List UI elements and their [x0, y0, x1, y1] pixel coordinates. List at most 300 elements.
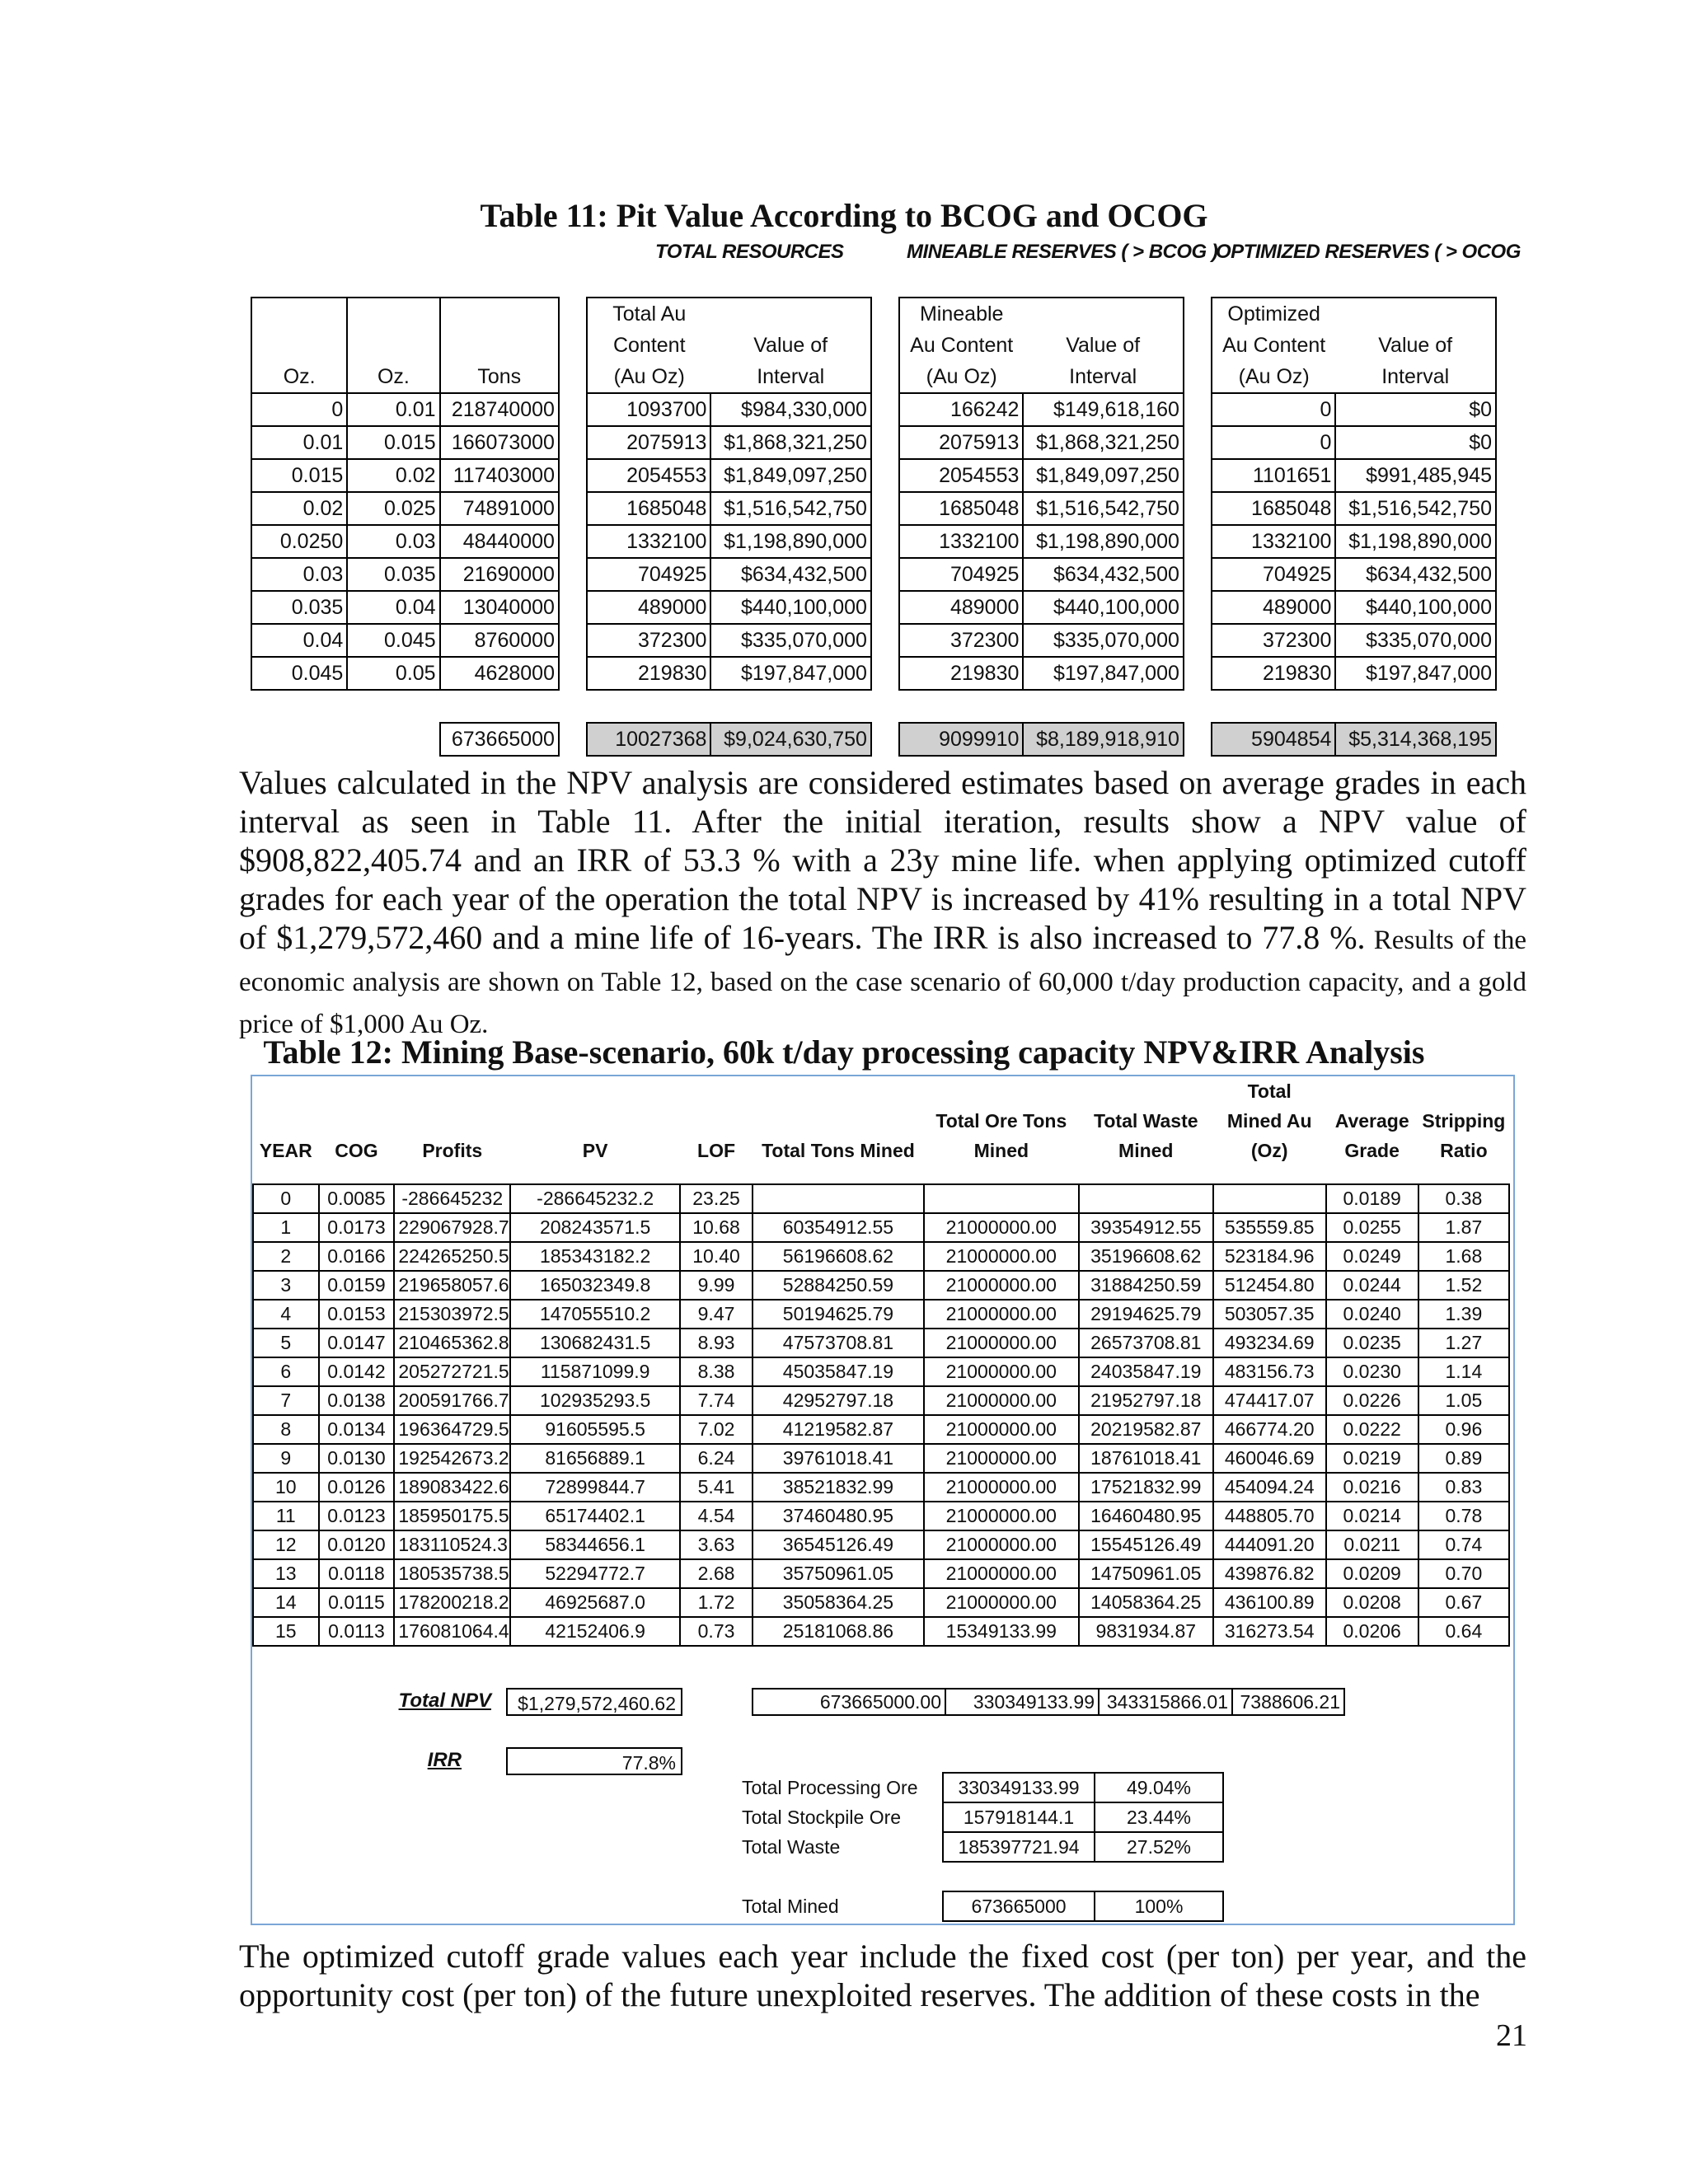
table-12-cell: 2.68 — [680, 1559, 753, 1588]
table-11-cell: 8760000 — [440, 624, 559, 657]
table-12-cell: 52294772.7 — [510, 1559, 680, 1588]
ore-summary-percent: 49.04% — [1095, 1773, 1223, 1802]
table-11-cell: $634,432,500 — [1335, 558, 1496, 591]
table-12-cell: 0.0240 — [1326, 1300, 1418, 1329]
column-gap — [871, 298, 899, 330]
table-11-cell: $197,847,000 — [710, 657, 871, 690]
table-11-cell: 219830 — [587, 657, 710, 690]
table-11-header-cell: Mineable — [899, 298, 1023, 330]
table-12-cell: 35750961.05 — [753, 1559, 924, 1588]
table-11-header-cell — [710, 298, 871, 330]
table-12-cell — [924, 1184, 1079, 1213]
table-12-cell: 493234.69 — [1213, 1329, 1326, 1357]
table-12-cell: 29194625.79 — [1079, 1300, 1213, 1329]
table-11-cell: 1685048 — [1212, 492, 1335, 525]
table-12-cell: 58344656.1 — [510, 1530, 680, 1559]
table-12-row — [253, 1329, 1509, 1357]
table-12-cell: 0.0085 — [319, 1184, 395, 1213]
paragraph-npv-summary — [239, 763, 1526, 1044]
table-11-cell: $634,432,500 — [1023, 558, 1184, 591]
table-12-cell: 0.78 — [1418, 1502, 1509, 1530]
table-11-total-cell: $9,024,630,750 — [710, 723, 871, 756]
table-11-cell: $440,100,000 — [710, 591, 871, 624]
table-12-cell: 42952797.18 — [753, 1386, 924, 1415]
table-11-cell: $984,330,000 — [710, 393, 871, 426]
table-12-header-cell: PV — [582, 1139, 608, 1161]
table-12-caption: Table 12: Mining Base-scenario, 60k t/day processing capacity NPV&IRR Analysis — [263, 1033, 1425, 1071]
table-12-header-cell — [510, 1076, 680, 1106]
table-11-header-row — [251, 361, 1496, 393]
table-12-cell: 0.0214 — [1326, 1502, 1418, 1530]
table-12-cell: 0.0115 — [319, 1588, 395, 1617]
column-gap — [559, 298, 587, 330]
table-12-cell: 1.05 — [1418, 1386, 1509, 1415]
table-12-cell: 0.0216 — [1326, 1473, 1418, 1502]
table-11-cell: $1,849,097,250 — [1023, 459, 1184, 492]
table-12-header-cell: Stripping — [1422, 1109, 1506, 1132]
table-12-header-cell — [319, 1076, 395, 1106]
table-12-cell: 5 — [253, 1329, 319, 1357]
column-gap — [1184, 426, 1212, 459]
column-gap — [1184, 657, 1212, 690]
table-11-cell: $197,847,000 — [1335, 657, 1496, 690]
column-gap — [559, 525, 587, 558]
table-12-row — [253, 1386, 1509, 1415]
column-gap — [1184, 298, 1212, 330]
table-11-header-cell: Au Content — [1212, 330, 1335, 361]
table-12-header-cell: (Oz) — [1250, 1139, 1288, 1161]
table-11-cell: 704925 — [899, 558, 1023, 591]
table-11-cell: $634,432,500 — [710, 558, 871, 591]
table-12-cell: 219658057.6 — [394, 1271, 510, 1300]
totals-ore-mined: 330349133.99 — [945, 1689, 1099, 1715]
column-gap — [1184, 558, 1212, 591]
table-11-cell: $335,070,000 — [710, 624, 871, 657]
table-12-row — [253, 1357, 1509, 1386]
table-12-header-row — [253, 1136, 1509, 1165]
table-12-cell: 42152406.9 — [510, 1617, 680, 1646]
table-12-cell: 21000000.00 — [924, 1329, 1079, 1357]
table-12-cell: 26573708.81 — [1079, 1329, 1213, 1357]
table-12-spacer-row — [253, 1165, 1509, 1184]
column-gap — [559, 558, 587, 591]
table-12-cell: 25181068.86 — [753, 1617, 924, 1646]
ore-summary-table — [737, 1772, 1224, 1922]
table-12-cell: 1 — [253, 1213, 319, 1242]
table-12-cell: 439876.82 — [1213, 1559, 1326, 1588]
table-12-cell: 0.0166 — [319, 1242, 395, 1271]
table-12-header-cell: Grade — [1344, 1139, 1400, 1161]
table-12-cell: 0.0219 — [1326, 1444, 1418, 1473]
table-12-cell: 466774.20 — [1213, 1415, 1326, 1444]
table-12-cell: 9.99 — [680, 1271, 753, 1300]
table-11-cell: 0.025 — [347, 492, 439, 525]
table-11-cell: 1093700 — [587, 393, 710, 426]
table-12-header-cell — [1326, 1076, 1418, 1106]
table-11-header-cell: (Au Oz) — [899, 361, 1023, 393]
table-12-cell: 0.89 — [1418, 1444, 1509, 1473]
table-12-cell: 130682431.5 — [510, 1329, 680, 1357]
ore-summary-row — [737, 1802, 1223, 1832]
table-12-cell: 0.0249 — [1326, 1242, 1418, 1271]
table-12-cell: 0.96 — [1418, 1415, 1509, 1444]
table-12-cell: 12 — [253, 1530, 319, 1559]
table-12-cell: 165032349.8 — [510, 1271, 680, 1300]
table-12-cell: 0.0118 — [319, 1559, 395, 1588]
column-gap — [559, 393, 587, 426]
table-12-row — [253, 1530, 1509, 1559]
table-12-cell: 454094.24 — [1213, 1473, 1326, 1502]
table-12-cell: 0.0159 — [319, 1271, 395, 1300]
table-12-header-cell: Total — [1247, 1080, 1292, 1102]
table-11-cell: 0.05 — [347, 657, 439, 690]
table-11-cell: 704925 — [587, 558, 710, 591]
table-11-cell: $1,516,542,750 — [1335, 492, 1496, 525]
table-11-total-cell: 673665000 — [440, 723, 559, 756]
table-11-header-row — [251, 298, 1496, 330]
table-12-cell: 0.0126 — [319, 1473, 395, 1502]
column-gap — [1184, 330, 1212, 361]
table-11-total-cell: $5,314,368,195 — [1335, 723, 1496, 756]
table-12-row — [253, 1271, 1509, 1300]
table-12-cell: 24035847.19 — [1079, 1357, 1213, 1386]
table-12-header-cell — [680, 1106, 753, 1136]
column-gap — [871, 492, 899, 525]
ore-summary-value: 157918144.1 — [943, 1802, 1095, 1832]
table-11-cell: 0 — [251, 393, 347, 426]
table-11-cell: $1,868,321,250 — [710, 426, 871, 459]
paragraph-ocog-costs: The optimized cutoff grade values each year include the fixed cost (per ton) per year, and the opportunity cost (per ton) of the future unexploited reserves. The addition of these costs in the — [239, 1938, 1526, 2013]
table-11-cell: 219830 — [899, 657, 1023, 690]
table-12-cell: 8.93 — [680, 1329, 753, 1357]
table-11-cell: 4628000 — [440, 657, 559, 690]
column-gap — [559, 330, 587, 361]
table-11-cell: $1,198,890,000 — [710, 525, 871, 558]
table-11-cell: 0.02 — [251, 492, 347, 525]
table-12-cell: 147055510.2 — [510, 1300, 680, 1329]
table-11-header-cell: (Au Oz) — [1212, 361, 1335, 393]
column-gap — [871, 459, 899, 492]
table-11-cell: 0.045 — [347, 624, 439, 657]
table-12-header-cell: Mined Au — [1226, 1109, 1312, 1132]
table-12-cell: 17521832.99 — [1079, 1473, 1213, 1502]
column-gap — [1184, 591, 1212, 624]
table-12-header-cell — [753, 1076, 924, 1106]
table-12-cell: 21000000.00 — [924, 1473, 1079, 1502]
table-11-header-row — [251, 330, 1496, 361]
table-12-cell: 35196608.62 — [1079, 1242, 1213, 1271]
table-12-cell: 23.25 — [680, 1184, 753, 1213]
total-npv-value: $1,279,572,460.62 — [506, 1688, 682, 1716]
table-12-cell: 0 — [253, 1184, 319, 1213]
table-12-cell: 9 — [253, 1444, 319, 1473]
table-11-header-cell: Total Au — [587, 298, 710, 330]
table-11-group-total: TOTAL RESOURCES — [655, 241, 844, 263]
table-12-cell: 9.47 — [680, 1300, 753, 1329]
table-12-cell: 0.0173 — [319, 1213, 395, 1242]
table-11-header-cell: (Au Oz) — [587, 361, 710, 393]
table-11-cell: 0.015 — [347, 426, 439, 459]
table-11-cell: 0.03 — [251, 558, 347, 591]
table-11-cell: $335,070,000 — [1023, 624, 1184, 657]
table-12-cell: 200591766.7 — [394, 1386, 510, 1415]
table-12-cell: 0.0147 — [319, 1329, 395, 1357]
ore-summary-percent: 27.52% — [1095, 1832, 1223, 1862]
table-11-cell: 372300 — [587, 624, 710, 657]
table-12-cell: 21000000.00 — [924, 1502, 1079, 1530]
table-11-group-mineable: MINEABLE RESERVES ( > BCOG ) — [907, 241, 1218, 263]
table-12-row — [253, 1588, 1509, 1617]
table-11-cell: $1,868,321,250 — [1023, 426, 1184, 459]
table-12-header-cell — [1418, 1076, 1509, 1106]
table-12-cell: 9831934.87 — [1079, 1617, 1213, 1646]
table-12-cell: 60354912.55 — [753, 1213, 924, 1242]
table-11-cell: 0.035 — [251, 591, 347, 624]
table-12-cell: 535559.85 — [1213, 1213, 1326, 1242]
table-12-header-row — [253, 1106, 1509, 1136]
table-12-cell: 21000000.00 — [924, 1559, 1079, 1588]
table-12-cell: 10.68 — [680, 1213, 753, 1242]
table-12-cell: 65174402.1 — [510, 1502, 680, 1530]
ore-summary-percent: 23.44% — [1095, 1802, 1223, 1832]
table-12-cell: 0.83 — [1418, 1473, 1509, 1502]
table-12-cell: 102935293.5 — [510, 1386, 680, 1415]
table-11-cell: $335,070,000 — [1335, 624, 1496, 657]
table-12-row — [253, 1444, 1509, 1473]
totals-tons-mined: 673665000.00 — [753, 1689, 945, 1715]
table-12-cell: 512454.80 — [1213, 1271, 1326, 1300]
table-12 — [252, 1076, 1510, 1647]
table-12-row — [253, 1184, 1509, 1213]
table-12-cell: 38521832.99 — [753, 1473, 924, 1502]
table-12-cell: 37460480.95 — [753, 1502, 924, 1530]
table-12-cell: 11 — [253, 1502, 319, 1530]
table-12-cell: 0.64 — [1418, 1617, 1509, 1646]
table-12-cell: 2 — [253, 1242, 319, 1271]
column-gap — [559, 459, 587, 492]
table-11-cell: 1332100 — [587, 525, 710, 558]
table-11-cell: 13040000 — [440, 591, 559, 624]
table-11-header-cell — [347, 330, 439, 361]
table-12-cell: 5.41 — [680, 1473, 753, 1502]
table-11-header-cell: Interval — [710, 361, 871, 393]
table-12-cell: 3.63 — [680, 1530, 753, 1559]
table-11-header-cell — [251, 330, 347, 361]
column-gap — [871, 426, 899, 459]
column-gap — [871, 361, 899, 393]
table-12-cell: 205272721.5 — [394, 1357, 510, 1386]
table-11-cell: 0.01 — [251, 426, 347, 459]
table-11-cell: 0 — [1212, 393, 1335, 426]
table-12-row — [253, 1213, 1509, 1242]
table-12-cell: 1.52 — [1418, 1271, 1509, 1300]
table-11-row — [251, 459, 1496, 492]
table-12-row — [253, 1415, 1509, 1444]
irr-label: IRR — [427, 1749, 462, 1771]
paragraph-small-text: Results of the economic analysis are shown on Table 12, based on the case scenario of 60,000 t/day production capacity, and a gold price of $1,000 Au Oz. — [239, 926, 1526, 1039]
table-12-cell: 14750961.05 — [1079, 1559, 1213, 1588]
table-12-cell: 189083422.6 — [394, 1473, 510, 1502]
column-gap — [1184, 492, 1212, 525]
column-gap — [871, 591, 899, 624]
table-11-cell: 0 — [1212, 426, 1335, 459]
table-12-cell: 21000000.00 — [924, 1588, 1079, 1617]
table-11-cell: 0.01 — [347, 393, 439, 426]
table-12-header-cell: COG — [335, 1139, 378, 1161]
table-12-cell: 20219582.87 — [1079, 1415, 1213, 1444]
table-11-cell: 1101651 — [1212, 459, 1335, 492]
table-12-cell: 208243571.5 — [510, 1213, 680, 1242]
table-12-row — [253, 1473, 1509, 1502]
table-11-cell: 2054553 — [899, 459, 1023, 492]
table-12-cell: 21000000.00 — [924, 1415, 1079, 1444]
total-mined-row — [737, 1891, 1223, 1921]
table-11-cell: 1685048 — [899, 492, 1023, 525]
table-11-cell: 218740000 — [440, 393, 559, 426]
table-12-cell: 45035847.19 — [753, 1357, 924, 1386]
table-12-cell: 436100.89 — [1213, 1588, 1326, 1617]
table-11-header-cell: Interval — [1335, 361, 1496, 393]
table-12-cell: 21000000.00 — [924, 1530, 1079, 1559]
table-12-cell — [1213, 1184, 1326, 1213]
table-11-cell: 1332100 — [899, 525, 1023, 558]
total-mined-percent: 100% — [1095, 1891, 1223, 1921]
table-11-header-cell — [1335, 298, 1496, 330]
table-12-cell: 483156.73 — [1213, 1357, 1326, 1386]
column-gap — [559, 492, 587, 525]
table-12-cell: 21000000.00 — [924, 1300, 1079, 1329]
table-12-cell: 21000000.00 — [924, 1213, 1079, 1242]
column-gap — [871, 723, 899, 756]
table-11-row — [251, 591, 1496, 624]
table-11-cell: 2075913 — [899, 426, 1023, 459]
table-11-cell: $1,516,542,750 — [710, 492, 871, 525]
table-12-cell: 47573708.81 — [753, 1329, 924, 1357]
column-gap — [871, 624, 899, 657]
table-11-cell: $0 — [1335, 393, 1496, 426]
table-12-cell: 52884250.59 — [753, 1271, 924, 1300]
table-11-cell: 372300 — [899, 624, 1023, 657]
table-12-cell: 503057.35 — [1213, 1300, 1326, 1329]
table-11-cell: 704925 — [1212, 558, 1335, 591]
table-12-cell: 56196608.62 — [753, 1242, 924, 1271]
page-number: 21 — [1496, 2018, 1527, 2053]
table-12-cell: 448805.70 — [1213, 1502, 1326, 1530]
totals-au-mined: 7388606.21 — [1232, 1689, 1344, 1715]
ore-summary-spacer-row — [737, 1862, 1223, 1891]
table-12-cell: 3 — [253, 1271, 319, 1300]
table-12-cell: 6 — [253, 1357, 319, 1386]
table-12-cell: 21952797.18 — [1079, 1386, 1213, 1415]
table-11-cell: 219830 — [1212, 657, 1335, 690]
table-12-cell: 21000000.00 — [924, 1444, 1079, 1473]
table-11-header-cell: Tons — [440, 361, 559, 393]
table-11-header-cell — [251, 298, 347, 330]
table-12-cell: 0.0120 — [319, 1530, 395, 1559]
table-11-cell: $1,198,890,000 — [1335, 525, 1496, 558]
irr-value: 77.8% — [506, 1747, 682, 1775]
table-12-cell: 210465362.8 — [394, 1329, 510, 1357]
totals-waste-mined: 343315866.01 — [1099, 1689, 1232, 1715]
table-12-cell: 183110524.3 — [394, 1530, 510, 1559]
table-11-totals-row — [251, 723, 1496, 756]
table-12-cell: 0.74 — [1418, 1530, 1509, 1559]
table-12-header-row — [253, 1076, 1509, 1106]
table-11-group-optimized: OPTIMIZED RESERVES ( > OCOG — [1216, 241, 1521, 263]
table-12-cell: 180535738.5 — [394, 1559, 510, 1588]
table-12-cell: 444091.20 — [1213, 1530, 1326, 1559]
table-12-cell: 474417.07 — [1213, 1386, 1326, 1415]
table-12-cell: 15 — [253, 1617, 319, 1646]
table-11-row — [251, 426, 1496, 459]
table-12-cell: 1.87 — [1418, 1213, 1509, 1242]
table-11-cell: 2075913 — [587, 426, 710, 459]
table-11-header-cell — [1023, 298, 1184, 330]
table-12-cell: 316273.54 — [1213, 1617, 1326, 1646]
table-12-cell: 14058364.25 — [1079, 1588, 1213, 1617]
column-gap — [1184, 361, 1212, 393]
empty-cell — [347, 723, 439, 756]
table-12-cell: 21000000.00 — [924, 1386, 1079, 1415]
table-12-cell — [1079, 1184, 1213, 1213]
table-11-header-cell — [440, 330, 559, 361]
column-gap — [559, 723, 587, 756]
column-gap — [871, 393, 899, 426]
ore-summary-row — [737, 1832, 1223, 1862]
ore-summary-label: Total Processing Ore — [742, 1776, 918, 1798]
ore-summary-row — [737, 1773, 1223, 1802]
table-12-cell: 41219582.87 — [753, 1415, 924, 1444]
table-12-cell: 0.0134 — [319, 1415, 395, 1444]
table-12-cell: 21000000.00 — [924, 1242, 1079, 1271]
table-11-header-cell: Value of — [1335, 330, 1496, 361]
table-11-cell: $1,849,097,250 — [710, 459, 871, 492]
table-12-row — [253, 1242, 1509, 1271]
table-12-cell: -286645232 — [394, 1184, 510, 1213]
table-12-cell: 16460480.95 — [1079, 1502, 1213, 1530]
table-11-cell: 0.02 — [347, 459, 439, 492]
table-11-cell: 21690000 — [440, 558, 559, 591]
table-12-cell: 1.68 — [1418, 1242, 1509, 1271]
table-11-cell: 489000 — [587, 591, 710, 624]
table-12-cell: 21000000.00 — [924, 1271, 1079, 1300]
column-gap — [1184, 624, 1212, 657]
table-12-cell: 0.0211 — [1326, 1530, 1418, 1559]
table-11-cell: 0.0250 — [251, 525, 347, 558]
column-gap — [559, 361, 587, 393]
table-12-row — [253, 1559, 1509, 1588]
table-12-cell: 72899844.7 — [510, 1473, 680, 1502]
table-12-cell: 185950175.5 — [394, 1502, 510, 1530]
column-gap — [559, 657, 587, 690]
table-12-cell: 10 — [253, 1473, 319, 1502]
table-12-cell: 0.0209 — [1326, 1559, 1418, 1588]
table-12-cell: 35058364.25 — [753, 1588, 924, 1617]
table-12-header-cell — [319, 1106, 395, 1136]
table-12-cell: 15545126.49 — [1079, 1530, 1213, 1559]
column-gap — [1184, 393, 1212, 426]
table-12-cell: 7 — [253, 1386, 319, 1415]
table-12-cell: 15349133.99 — [924, 1617, 1079, 1646]
table-12-cell: 0.0153 — [319, 1300, 395, 1329]
table-12-cell: 18761018.41 — [1079, 1444, 1213, 1473]
table-12-cell: 36545126.49 — [753, 1530, 924, 1559]
table-12-header-cell — [394, 1106, 510, 1136]
column-gap — [559, 624, 587, 657]
table-11-cell: 166242 — [899, 393, 1023, 426]
column-gap — [1184, 459, 1212, 492]
table-11-cell: 74891000 — [440, 492, 559, 525]
